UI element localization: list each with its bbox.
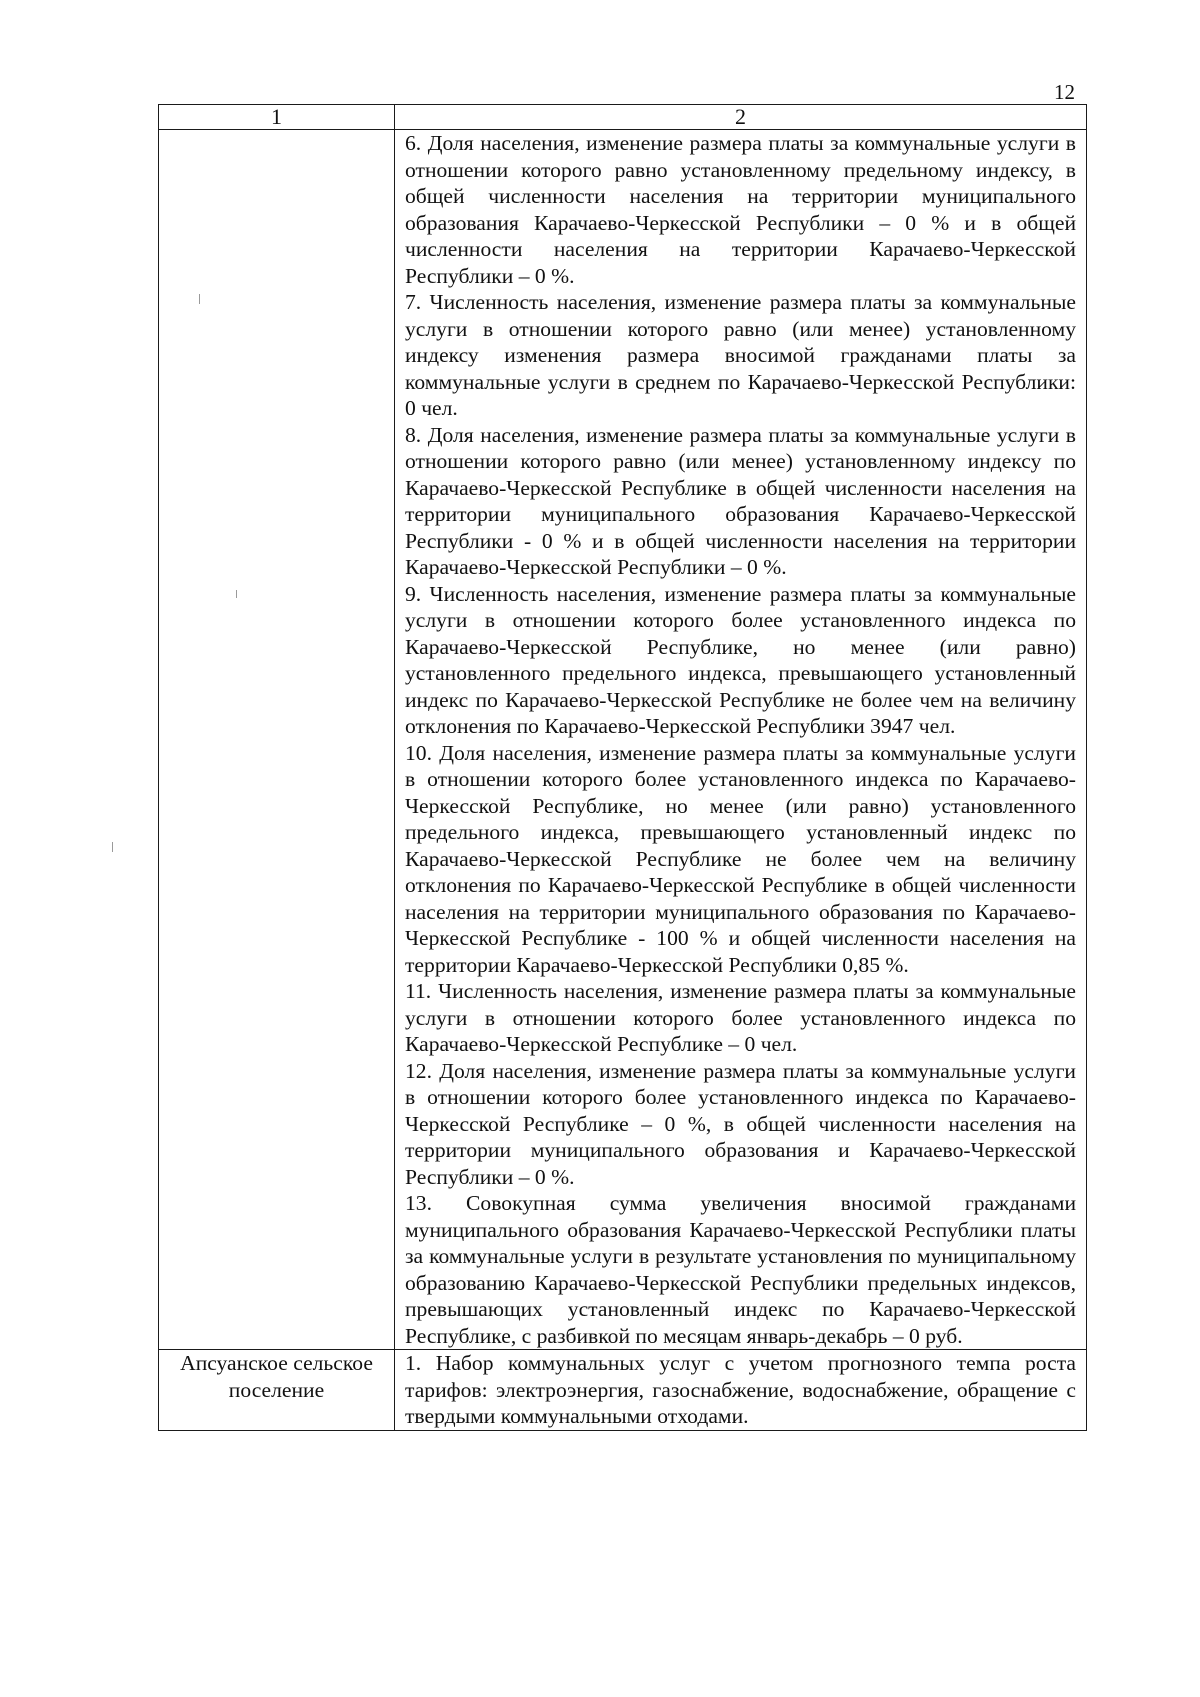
- scan-artifact: [199, 294, 200, 304]
- data-table: [158, 104, 1087, 1431]
- scan-artifact: [112, 842, 113, 852]
- indicator-paragraph-1: 1. Набор коммунальных услуг с учетом прогнозного темпа роста тарифов: электроэнергия, газоснабжение, водоснабжение, обращение с твердыми коммунальными отходами.: [405, 1351, 1076, 1428]
- settlement-cell-empty: [159, 130, 395, 1350]
- scan-artifact: [236, 590, 237, 598]
- indicator-paragraph-13: 13. Совокупная сумма увеличения вносимой гражданами муниципального образования Карачаево-Черкесской Республики платы за коммунальные услуги в результате установления по муниципальному образованию Карачаево-Черкесской Республики предельных индексов, превышающих установленный индекс по Карачаево-Черкесской Республике, с разбивкой по месяцам январь-декабрь – 0 руб.: [405, 1191, 1076, 1348]
- table-row: [159, 1350, 1087, 1431]
- indicators-cell: [395, 130, 1087, 1350]
- indicator-paragraph-7: 7. Численность населения, изменение размера платы за коммунальные услуги в отношении которого равно (или менее) установленному индексу изменения размера вносимой гражданами платы за коммунальные услуги в среднем по Карачаево-Черкесской Республики: 0 чел.: [405, 290, 1076, 420]
- column-header-2: 2: [395, 105, 1087, 130]
- indicator-paragraph-9: 9. Численность населения, изменение размера платы за коммунальные услуги в отношении которого более установленного индекса по Карачаево-Черкесской Республике, но менее (или равно) установленного предельного индекса, превышающего установленный индекс по Карачаево-Черкесской Республике не более чем на величину отклонения по Карачаево-Черкесской Республики 3947 чел.: [405, 581, 1076, 738]
- indicator-paragraph-6: 6. Доля населения, изменение размера платы за коммунальные услуги в отношении которого равно установленному предельному индексу, в общей численности населения на территории муниципального образования Карачаево-Черкесской Республики – 0 % и в общей численности населения на территории Карачаево-Черкесской Республики – 0 %.: [405, 131, 1076, 288]
- settlement-name: Апсуанское сельское поселение: [159, 1350, 395, 1431]
- table-row: [159, 130, 1087, 1350]
- table-header-row: [159, 105, 1087, 130]
- indicator-paragraph-12: 12. Доля населения, изменение размера платы за коммунальные услуги в отношении которого более установленного индекса по Карачаево-Черкесской Республике – 0 %, в общей численности населения на территории муниципального образования и Карачаево-Черкесской Республики – 0 %.: [405, 1058, 1076, 1189]
- indicators-cell: [395, 1350, 1087, 1431]
- column-header-1: 1: [159, 105, 395, 130]
- page-number: 12: [1054, 80, 1075, 104]
- indicator-paragraph-10: 10. Доля населения, изменение размера платы за коммунальные услуги в отношении которого более установленного индекса по Карачаево-Черкесской Республике, но менее (или равно) установленного предельного индекса, превышающего установленный индекс по Карачаево-Черкесской Республике не более чем на величину отклонения по Карачаево-Черкесской Республике в общей численности населения на территории муниципального образования по Карачаево-Черкесской Республике - 100 % и общей численности населения на территории Карачаево-Черкесской Республики 0,85 %.: [405, 740, 1076, 977]
- indicator-paragraph-8: 8. Доля населения, изменение размера платы за коммунальные услуги в отношении которого равно (или менее) установленному индексу по Карачаево-Черкесской Республике в общей численности населения на территории муниципального образования Карачаево-Черкесской Республики - 0 % и в общей численности населения на территории Карачаево-Черкесской Республики – 0 %.: [405, 422, 1076, 579]
- indicator-paragraph-11: 11. Численность населения, изменение размера платы за коммунальные услуги в отношении которого более установленного индекса по Карачаево-Черкесской Республике – 0 чел.: [405, 979, 1076, 1056]
